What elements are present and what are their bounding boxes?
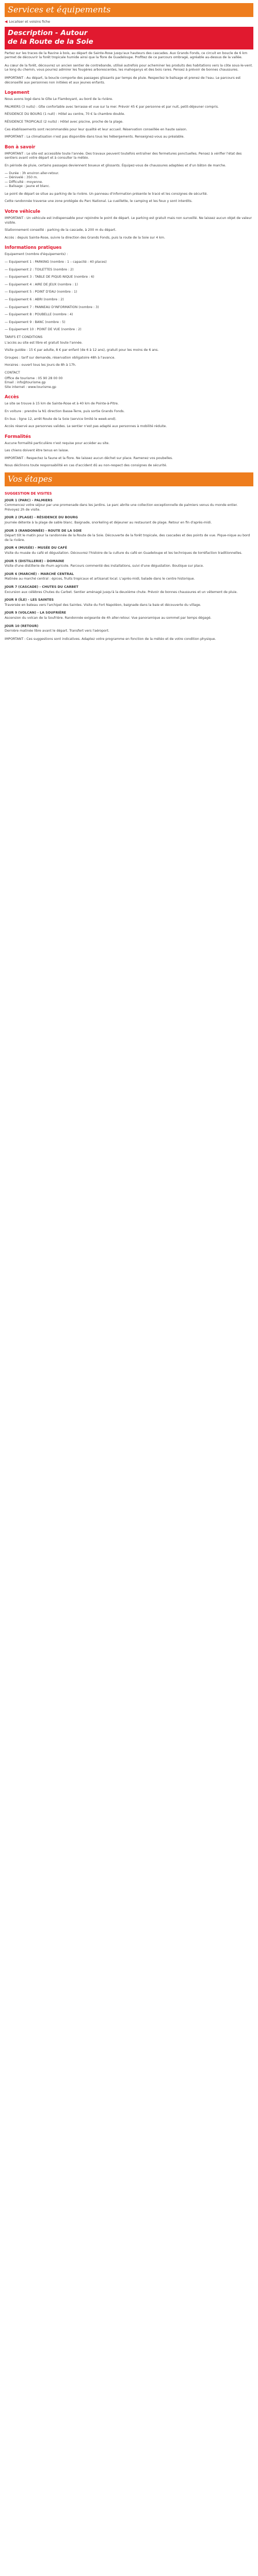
etape-item[interactable] (5, 585, 253, 595)
formalites-section (5, 442, 253, 468)
description-paragraph: IMPORTANT : Au départ, la boucle comporte des passages glissants par temps de pluie. Respectez le balisage et prenez de l'eau. Le parcours est déconseillé aux personnes non initiées et aux jeunes enfants. (5, 76, 241, 84)
etape-item[interactable] (5, 499, 253, 513)
etapes-footer-note: IMPORTANT : Ces suggestions sont indicatives. Adaptez votre programme en fonction de la météo et de votre condition physique. (5, 637, 216, 641)
etape-item[interactable] (5, 611, 253, 620)
infos-section (5, 252, 253, 389)
vehicule-item: IMPORTANT : Un véhicule est indispensable pour rejoindre le point de départ. Le parking est gratuit mais non surveillé. Ne laissez aucun objet de valeur visible. (5, 216, 252, 225)
formalites-heading: Formalités (5, 434, 31, 439)
etape-desc: Matinée au marché central : épices, fruits tropicaux et artisanat local. L'après-midi, balade dans le centre historique. (5, 577, 195, 581)
bon-savoir-item: — Dénivelé : 350 m. (5, 176, 38, 180)
acces-section (5, 402, 253, 429)
vehicule-heading: Votre véhicule (5, 209, 40, 215)
contact-phone[interactable]: Office de tourisme : 05 90 28 00 00 (5, 376, 63, 380)
infos-item: — Equipement 9 : BANC (nombre : 5) (5, 320, 66, 324)
infos-item: — Equipement 10 : POINT DE VUE (nombre : 2) (5, 328, 82, 332)
logement-item: Nous avons logé dans le Gîte Le Flamboyant, au bord de la rivière. (5, 97, 113, 101)
logement-item: Ces établissements sont recommandés pour leur qualité et leur accueil. Réservation conseillée en haute saison. (5, 127, 187, 131)
formalites-item: IMPORTANT : Respectez la faune et la flore. Ne laissez aucun déchet sur place. Ramenez vos poubelles. (5, 456, 173, 460)
bon-savoir-item: — Balisage : jaune et blanc. (5, 184, 50, 189)
infos-item: — Equipement 6 : ABRI (nombre : 2) (5, 298, 64, 301)
etape-item[interactable] (5, 598, 253, 607)
infos-item: — Equipement 1 : PARKING (nombre : 1 – capacité : 40 places) (5, 260, 107, 264)
logement-section (5, 97, 253, 140)
description-title-line-2: de la Route de la Soie (8, 37, 93, 46)
etape-desc: Journée détente à la plage de sable blanc. Baignade, snorkeling et déjeuner au restaurant de plage. Retour en fin d'après-midi. (5, 521, 212, 525)
etape-title: JOUR 6 (MARCHÉ) - MARCHÉ CENTRAL (5, 572, 74, 576)
acces-item: Le site se trouve à 15 km de Sainte-Rose et à 40 km de Pointe-à-Pitre. (5, 402, 119, 406)
etape-item[interactable] (5, 516, 253, 525)
etape-desc: Départ tôt le matin pour la randonnée de la Route de la Soie. Découverte de la forêt tropicale, des cascades et des points de vue. Pique-nique au bord de la rivière. (5, 534, 250, 542)
bon-savoir-item: En période de pluie, certains passages deviennent boueux et glissants. Équipez-vous de chaussures adaptées et d'un bâton de marche. (5, 163, 227, 167)
description-paragraph: Au cœur de la forêt, découvrez un ancien sentier de contrebande, utilisé autrefois pour acheminer les produits des habitations vers la côte sous-le-vent. Le long du chemin, vous pourrez admirer les fougères arborescentes, les mahoganys et des bois rares. Pensez à prévoir de bonnes chaussures. (5, 63, 253, 72)
etape-title: JOUR 9 (VOLCAN) - LA SOUFRIÈRE (5, 611, 67, 615)
formalites-item: Les chiens doivent être tenus en laisse. (5, 449, 69, 453)
infos-item: — Equipement 5 : POINT D'EAU (nombre : 1) (5, 290, 77, 294)
services-banner: Services et équipements (5, 3, 253, 17)
infos-item: — Equipement 3 : TABLE DE PIQUE-NIQUE (nombre : 6) (5, 275, 94, 279)
etape-desc: Excursion aux célèbres Chutes du Carbet. Sentier aménagé jusqu'à la deuxième chute. Prévoir de bonnes chaussures et un vêtement de pluie. (5, 590, 238, 594)
back-arrow-icon: ◀ (5, 20, 8, 24)
etape-title: JOUR 4 (MUSÉE) - MUSÉE DU CAFÉ (5, 546, 68, 550)
infos-item: — Equipement 7 : PANNEAU D'INFORMATION (nombre : 3) (5, 305, 99, 309)
vehicule-item: Stationnement conseillé : parking de la cascade, à 200 m du départ. (5, 228, 117, 232)
etape-title: JOUR 3 (RANDONNÉE) - ROUTE DE LA SOIE (5, 529, 82, 533)
etape-item[interactable] (5, 572, 253, 582)
etapes-heading: SUGGESTION DE VISITES (5, 492, 52, 496)
etape-desc: Dernière matinée libre avant le départ. Transfert vers l'aéroport. (5, 629, 109, 633)
etape-title: JOUR 1 (PARC) - PALMIERS (5, 498, 53, 502)
infos-item: Equipement (nombre d'équipements) : (5, 252, 68, 257)
etape-title: JOUR 10 (RETOUR) (5, 624, 39, 628)
description-paragraph: Partez sur les traces de la Ravine à bois, au départ de Sainte-Rose jusqu'aux hauteurs des cascades. Aux Grands Fonds, ce circuit en boucle de 6 km permet de découvrir la forêt tropicale humide ainsi que la flore de Guadeloupe. Profitez de ce parcours ombragé, agréable au-dessus de la vallée. (5, 51, 248, 60)
etape-desc: Ascension du volcan de la Soufrière. Randonnée exigeante de 4h aller-retour. Vue panoramique au sommet par temps dégagé. (5, 616, 212, 620)
tarifs-item: Horaires : ouvert tous les jours de 8h à 17h. (5, 363, 76, 367)
bon-savoir-item: — Durée : 3h environ aller-retour. (5, 171, 59, 175)
acces-item: Accès réservé aux personnes valides. Le sentier n'est pas adapté aux personnes à mobilité réduite. (5, 425, 167, 429)
description-body (5, 49, 253, 86)
acces-item: En voiture : prendre la N1 direction Basse-Terre, puis sortie Grands Fonds. (5, 409, 125, 413)
etapes-section (5, 486, 253, 641)
acces-item: En bus : ligne 12, arrêt Route de la Soie (service limité le week-end). (5, 417, 117, 421)
logement-item: PALMIERS (3 nuits) : Gîte confortable avec terrasse et vue sur la mer. Prévoir 45 € par personne et par nuit, petit-déjeuner compris. (5, 105, 219, 109)
formalites-item: Nous déclinons toute responsabilité en cas d'accident dû au non-respect des consignes de sécurité. (5, 464, 167, 468)
contact-website[interactable]: Site internet : www.tourisme.gp (5, 385, 56, 389)
bon-savoir-item: IMPORTANT : Le site est accessible toute l'année. Des travaux peuvent toutefois entraîner des fermetures ponctuelles. Pensez à vérifier l'état des sentiers avant votre départ et à consulter la météo. (5, 151, 242, 160)
description-title-line-1: Description - Autour (8, 28, 88, 37)
etape-item[interactable] (5, 560, 253, 569)
bon-savoir-section (5, 152, 253, 204)
vehicule-item: Accès : depuis Sainte-Rose, suivre la direction des Grands Fonds, puis la route de la Soie sur 4 km. (5, 235, 166, 240)
tarifs-item: L'accès au site est libre et gratuit toute l'année. (5, 341, 83, 345)
infos-item: — Equipement 8 : POUBELLE (nombre : 4) (5, 313, 73, 317)
etape-item[interactable] (5, 546, 253, 555)
tarifs-item: Visite guidée : 15 € par adulte, 8 € par enfant (de 6 à 12 ans), gratuit pour les moins de 6 ans. (5, 348, 159, 352)
infos-item: — Equipement 2 : TOILETTES (nombre : 2) (5, 267, 74, 272)
vehicule-section (5, 216, 253, 240)
bon-savoir-item: Cette randonnée traverse une zone protégée du Parc National. La cueillette, le camping et les feux y sont interdits. (5, 199, 193, 204)
etapes-banner: Vos étapes (5, 472, 253, 486)
etape-desc: Visite d'une distillerie de rhum agricole. Parcours commenté des installations, suivi d'une dégustation. Boutique sur place. (5, 564, 204, 568)
logement-item: RÉSIDENCE TROPICALE (2 nuits) : Hôtel avec piscine, proche de la plage. (5, 120, 123, 124)
etape-item[interactable] (5, 624, 253, 634)
tarifs-heading: TARIFS ET CONDITIONS (5, 335, 43, 339)
etape-desc: Traversée en bateau vers l'archipel des Saintes. Visite du Fort Napoléon, baignade dans la baie et découverte du village. (5, 603, 201, 607)
logement-heading: Logement (5, 90, 29, 96)
etape-title: JOUR 2 (PLAGE) - RÉSIDENCE DU BOURG (5, 516, 78, 520)
tarifs-item: Groupes : tarif sur demande, réservation obligatoire 48h à l'avance. (5, 355, 116, 360)
contact-heading: CONTACT (5, 370, 20, 375)
logement-item: IMPORTANT : La climatisation n'est pas disponible dans tous les hébergements. Renseignez-vous au préalable. (5, 135, 185, 139)
infos-item: — Equipement 4 : AIRE DE JEUX (nombre : 1) (5, 282, 78, 286)
logement-item: RÉSIDENCE DU BOURG (1 nuit) : Hôtel au centre, 70 € la chambre double. (5, 112, 125, 116)
bon-savoir-item: Le point de départ se situe au parking de la rivière. Un panneau d'information présente le tracé et les consignes de sécurité. (5, 192, 208, 196)
bon-savoir-heading: Bon à savoir (5, 144, 36, 150)
back-link[interactable]: Localiser et voisins fiche (9, 20, 50, 24)
infos-heading: Informations pratiques (5, 245, 62, 251)
bon-savoir-item: — Difficulté : moyenne. (5, 180, 43, 184)
description-title-box (5, 27, 253, 49)
contact-email[interactable]: Email : info@tourisme.gp (5, 381, 46, 385)
etape-title: JOUR 8 (ÎLE) - LES SAINTES (5, 598, 54, 602)
etape-desc: Visite du musée du café et dégustation. Découvrez l'histoire de la culture du café en Guadeloupe et les techniques de torréfaction traditionnelles. (5, 551, 243, 555)
etape-item[interactable] (5, 529, 253, 543)
acces-heading: Accès (5, 395, 19, 400)
back-nav[interactable] (5, 17, 253, 26)
etape-desc: Commencez votre séjour par une promenade dans les jardins. Le parc abrite une collection exceptionnelle de palmiers venus du monde entier. Prévoyez 2h de visite. (5, 503, 238, 512)
formalites-item: Aucune formalité particulière n'est requise pour accéder au site. (5, 441, 110, 445)
etape-title: JOUR 5 (DISTILLERIE) - DOMAINE (5, 559, 64, 563)
page (0, 0, 258, 655)
etape-title: JOUR 7 (CASCADE) - CHUTES DU CARBET (5, 585, 78, 589)
